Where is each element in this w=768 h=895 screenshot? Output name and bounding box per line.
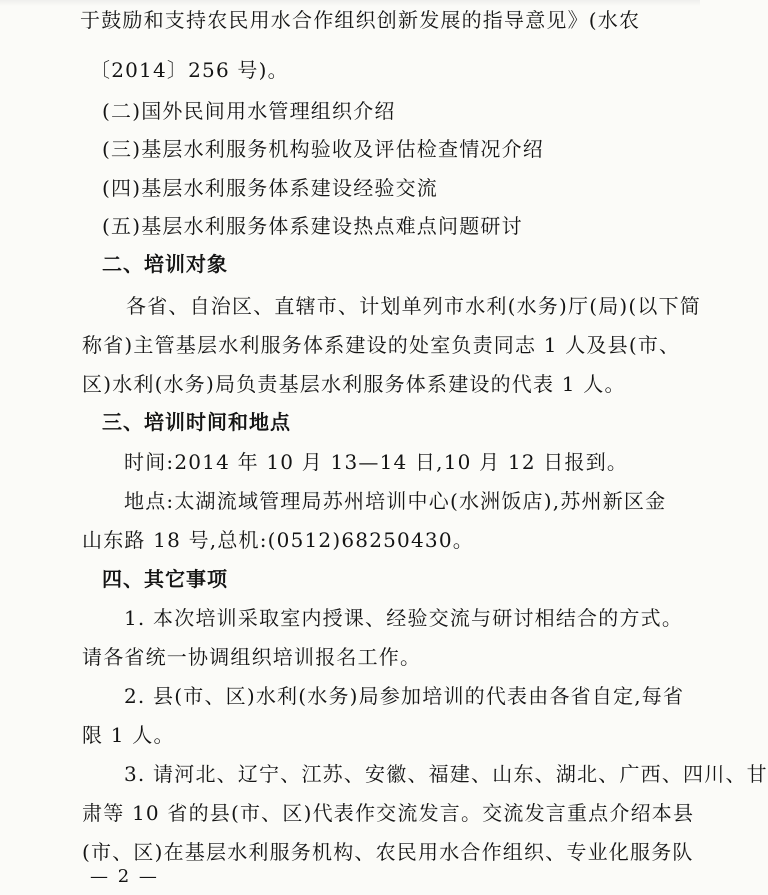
paragraph-line-3: 区)水利(水务)局负责基层水利服务体系建设的代表 1 人。: [82, 372, 626, 396]
list-item-5: (五)基层水利服务体系建设热点难点问题研讨: [102, 214, 523, 238]
section-heading-3: 三、培训时间和地点: [102, 410, 291, 434]
text-line-1: 于鼓励和支持农民用水合作组织创新发展的指导意见》(水农: [80, 8, 641, 32]
item-3-line-3: (市、区)在基层水利服务机构、农民用水合作组织、专业化服务队: [82, 840, 694, 864]
text-line-2: 〔2014〕256 号)。: [90, 58, 289, 82]
section-heading-2: 二、培训对象: [102, 252, 228, 276]
location-line-1: 地点:太湖流域管理局苏州培训中心(水洲饭店),苏州新区金: [124, 489, 667, 513]
paragraph-line-1: 各省、自治区、直辖市、计划单列市水利(水务)厅(局)(以下简: [126, 294, 702, 318]
list-item-3: (三)基层水利服务机构验收及评估检查情况介绍: [102, 137, 545, 161]
time-line: 时间:2014 年 10 月 13—14 日,10 月 12 日报到。: [124, 450, 629, 474]
paragraph-line-2: 称省)主管基层水利服务体系建设的处室负责同志 1 人及县(市、: [82, 333, 681, 357]
item-1-line-1: 1. 本次培训采取室内授课、经验交流与研讨相结合的方式。: [124, 606, 684, 630]
list-item-4: (四)基层水利服务体系建设经验交流: [102, 176, 439, 200]
item-3-line-1: 3. 请河北、辽宁、江苏、安徽、福建、山东、湖北、广西、四川、甘: [124, 762, 768, 786]
section-heading-4: 四、其它事项: [102, 567, 228, 591]
item-2-line-1: 2. 县(市、区)水利(水务)局参加培训的代表由各省自定,每省: [124, 684, 685, 708]
scan-edge-shadow: [0, 0, 700, 6]
item-3-line-2: 肃等 10 省的县(市、区)代表作交流发言。交流发言重点介绍本县: [82, 801, 695, 825]
item-2-line-2: 限 1 人。: [82, 723, 175, 747]
page-number: — 2 —: [90, 866, 159, 887]
list-item-2: (二)国外民间用水管理组织介绍: [102, 99, 396, 123]
item-1-line-2: 请各省统一协调组织培训报名工作。: [82, 645, 422, 669]
location-line-2: 山东路 18 号,总机:(0512)68250430。: [82, 528, 474, 552]
